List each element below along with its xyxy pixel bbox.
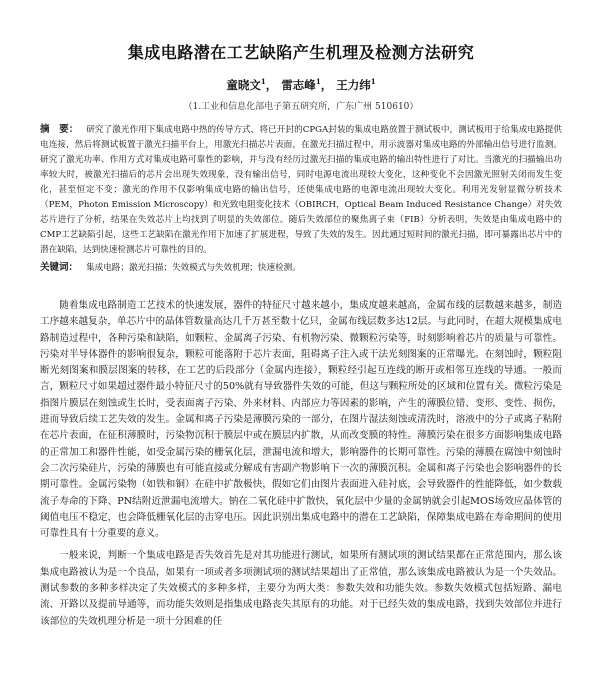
body-paragraph: 一般来说，判断一个集成电路是否失效首先是对其功能进行测试，如果所有测试项的测试结果都在正常范围内，那么该集成电路被认为是一个良品，如果有一项或者多项测试项的测试结果超出了正常值，那么该集成电路被认为是一个失效品。测试参数的多种多样决定了失效模式的多种多样，主要分为两大类：参数失效和功能失效。参数失效模式包括短路、漏电流、开路以及提前导通等，而功能失效则是指集成电路丧失其原有的功能。对于已经失效的集成电路，找到失效部位并进行该部位的失效机理分析是一项十分困难的任 [40, 550, 562, 627]
author-affiliation-mark: 1 [370, 77, 376, 87]
keywords [40, 260, 562, 276]
affiliation: （1.工业和信息化部电子第五研究所，广东广州 510610） [183, 102, 419, 112]
author-name: 王力纬 [336, 78, 371, 92]
abstract [40, 122, 562, 258]
keywords-label: 关键词： [40, 262, 79, 273]
keywords-text: 集成电路；激光扫描；失效模式与失效机理；快速检测。 [86, 263, 301, 273]
author-name: 雷志峰 [281, 78, 316, 92]
body-paragraph: 随着集成电路制造工艺技术的快速发展，器件的特征尺寸越来越小，集成度越来越高，金属布线的层数越来越多，制造工序越来越复杂，单芯片中的晶体管数量高达几千万甚至数十亿只，金属布线层数多达12层。与此同时，在超大规模集成电路制造过程中，各种污染和缺陷，如颗粒、金属离子污染、有机物污染、微颗粒污染等，时刻影响着芯片的质量与可靠性。污染对半导体器件的影响很复杂，颗粒可能落附于芯片表面，阻碍离子注入或干法光刻图案的正常曝光。在刻蚀时，颗粒阻断光刻图案和膜层图案的转移，在工艺的后段部分（金属内连接），颗粒经引起互连线的断开或相邻互连线的导通。一般而言，颗粒尺寸如果超过器件最小特征尺寸的50%就有导致器件失效的可能，但这与颗粒所处的区域和位置有关。微粒污染是指图片膜层在刻蚀或生长时，受表面离子污染、外来材料、内部应力等因素的影响，产生的薄膜位错、变形、变性、损伤，进而导致后续工艺失效的发生。金属和离子污染是薄膜污染的一部分，在图片湿法刻蚀或清洗时，溶液中的分子或离子粘附在芯片表面，在征积薄膜时，污染物沉积于膜层中或在膜层内扩散，从而改变膜的特性。薄膜污染在很多方面影响集成电路的正常加工和器件性能，如受金属污染的栅氧化层，泄漏电流和增大，影响器件的长期可靠性。污染的薄膜在腐蚀中刻蚀时会二次污染硅片，污染的薄膜也有可能直接或分解成有害副产物影响下一次的薄膜沉积。金属和离子污染也会影响器件的长期可靠性。金属污染物（如铁和铜）在硅中扩散极快，假如它们由图片表面进入硅衬底，会导致器件的性能降低，如少数载流子寿命的下降、PN结附近泄漏电流增大。钠在二氧化硅中扩散快，氧化层中少量的金属钠就会引起MOS场效应晶体管的阈值电压不稳定，也会降低栅氧化层的击穿电压。因此识别出集成电路中的潜在工艺缺陷，保障集成电路在寿命期间的使用可靠性具有十分重要的意义。 [40, 300, 562, 540]
author-name: 童晓文 [226, 78, 261, 92]
paper-title: 集成电路潜在工艺缺陷产生机理及检测方法研究 [127, 43, 475, 62]
abstract-text: 研究了激光作用下集成电路中热的传导方式，将已开封的CPGA封装的集成电路放置于测试板中，测试板用于给集成电路提供电连接，然后将测试板置于激光扫描平台上，用激光扫描芯片表面，在激光扫描过程中，用示波器对集成电路的外部输出信号进行监测。研究了激光功率、作用方式对集成电路可靠性的影响，并与没有经历过激光扫描的集成电路的输出特性进行了对比。当激光的扫描输出功率较大时，被激光扫描后的芯片会出现失效现象，没有输出信号，同时电源电流出现较大变化，这种变化不会因激光照射关闭而发生变化，甚至恒定不变；激光的作用不仅影响集成电路的输出信号，还使集成电路的电源电流出现较大变化。利用光发射显微分析技术（PEM，Photon Emission Microscopy）和光致电阻变化技术（OBIRCH，Optical Beam Induced Resistance Change）对失效芯片进行了分析，结果在失效芯片上均找到了明显的失效部位。随后失效部位的聚焦离子束（FIB）分析表明，失效是由集成电路中的CMP工艺缺陷引起，这些工艺缺陷在激光作用下加速了扩展进程，导致了失效的发生。因此通过短时间的激光扫描，即可暴露出芯片中的潜在缺陷，达到快速检测芯片可靠性的目的。 [40, 125, 562, 255]
author-affiliation-mark: 1 [260, 77, 266, 87]
author-affiliation-mark: 1 [315, 77, 321, 87]
abstract-label: 摘 要： [40, 124, 79, 135]
author-list: 童晓文$^1$， 雷志峰$^1$， 王力纬$^1$ [226, 77, 376, 92]
